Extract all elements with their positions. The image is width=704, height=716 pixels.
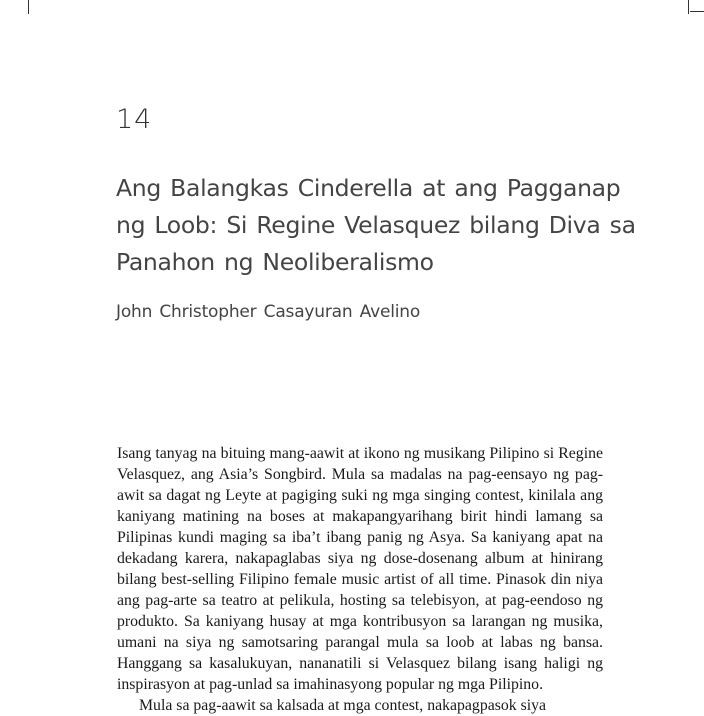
paragraph-line: produkto. Sa kaniyang husay at mga kontribusyon sa larangan ng musika, (117, 613, 603, 630)
paragraph-line: umani na siya ng samotsaring parangal mula sa loob at labas ng bansa. (117, 634, 603, 651)
paragraph-line: ang pag-arte sa teatro at pelikula, hosting sa telebisyon, at pag-eendoso ng (117, 592, 603, 609)
crop-mark-right-horizontal (690, 11, 704, 12)
chapter-author: John Christopher Casayuran Avelino (116, 302, 421, 322)
paragraph-line: bilang best-selling Filipino female music artist of all time. Pinasok din niya (117, 571, 603, 588)
chapter-title-line: Panahon ng Neoliberalismo (116, 248, 434, 276)
paragraph-line: Pilipinas kundi maging sa iba’t ibang panig ng Asya. Sa kaniyang apat na (117, 529, 603, 546)
paragraph-line: Velasquez, ang Asia’s Songbird. Mula sa madalas na pag-eensayo ng pag- (117, 466, 603, 483)
paragraph-line: Isang tanyag na bituing mang-aawit at ikono ng musikang Pilipino si Regine (117, 445, 603, 462)
body-paragraph (117, 443, 603, 714)
paragraph-line: inspirasyon at pag-unlad sa imahinasyong popular ng mga Pilipino. (117, 676, 544, 693)
chapter-title-line: Ang Balangkas Cinderella at ang Pagganap (116, 174, 621, 202)
chapter-title (116, 170, 636, 281)
paragraph-line: kaniyang matining na boses at makapangyarihang birit hindi lamang sa (117, 508, 603, 525)
paragraph-line: Hanggang sa kasalukuyan, nananatili si Velasquez bilang isang haligi ng (117, 655, 603, 672)
paragraph-line: awit sa dagat ng Leyte at pagiging suki ng mga singing contest, kinilala ang (117, 487, 603, 504)
chapter-number: 14 (116, 104, 153, 135)
crop-mark-left (28, 0, 29, 14)
paragraph-line-partial: Mula sa pag-aawit sa kalsada at mga contest, nakapagpasok siya (139, 697, 547, 714)
crop-mark-right-vertical (688, 0, 689, 14)
chapter-title-line: ng Loob: Si Regine Velasquez bilang Diva sa (116, 211, 636, 239)
paragraph-line: dekadang karera, nakapaglabas siya ng dose-dosenang album at hinirang (117, 550, 603, 567)
